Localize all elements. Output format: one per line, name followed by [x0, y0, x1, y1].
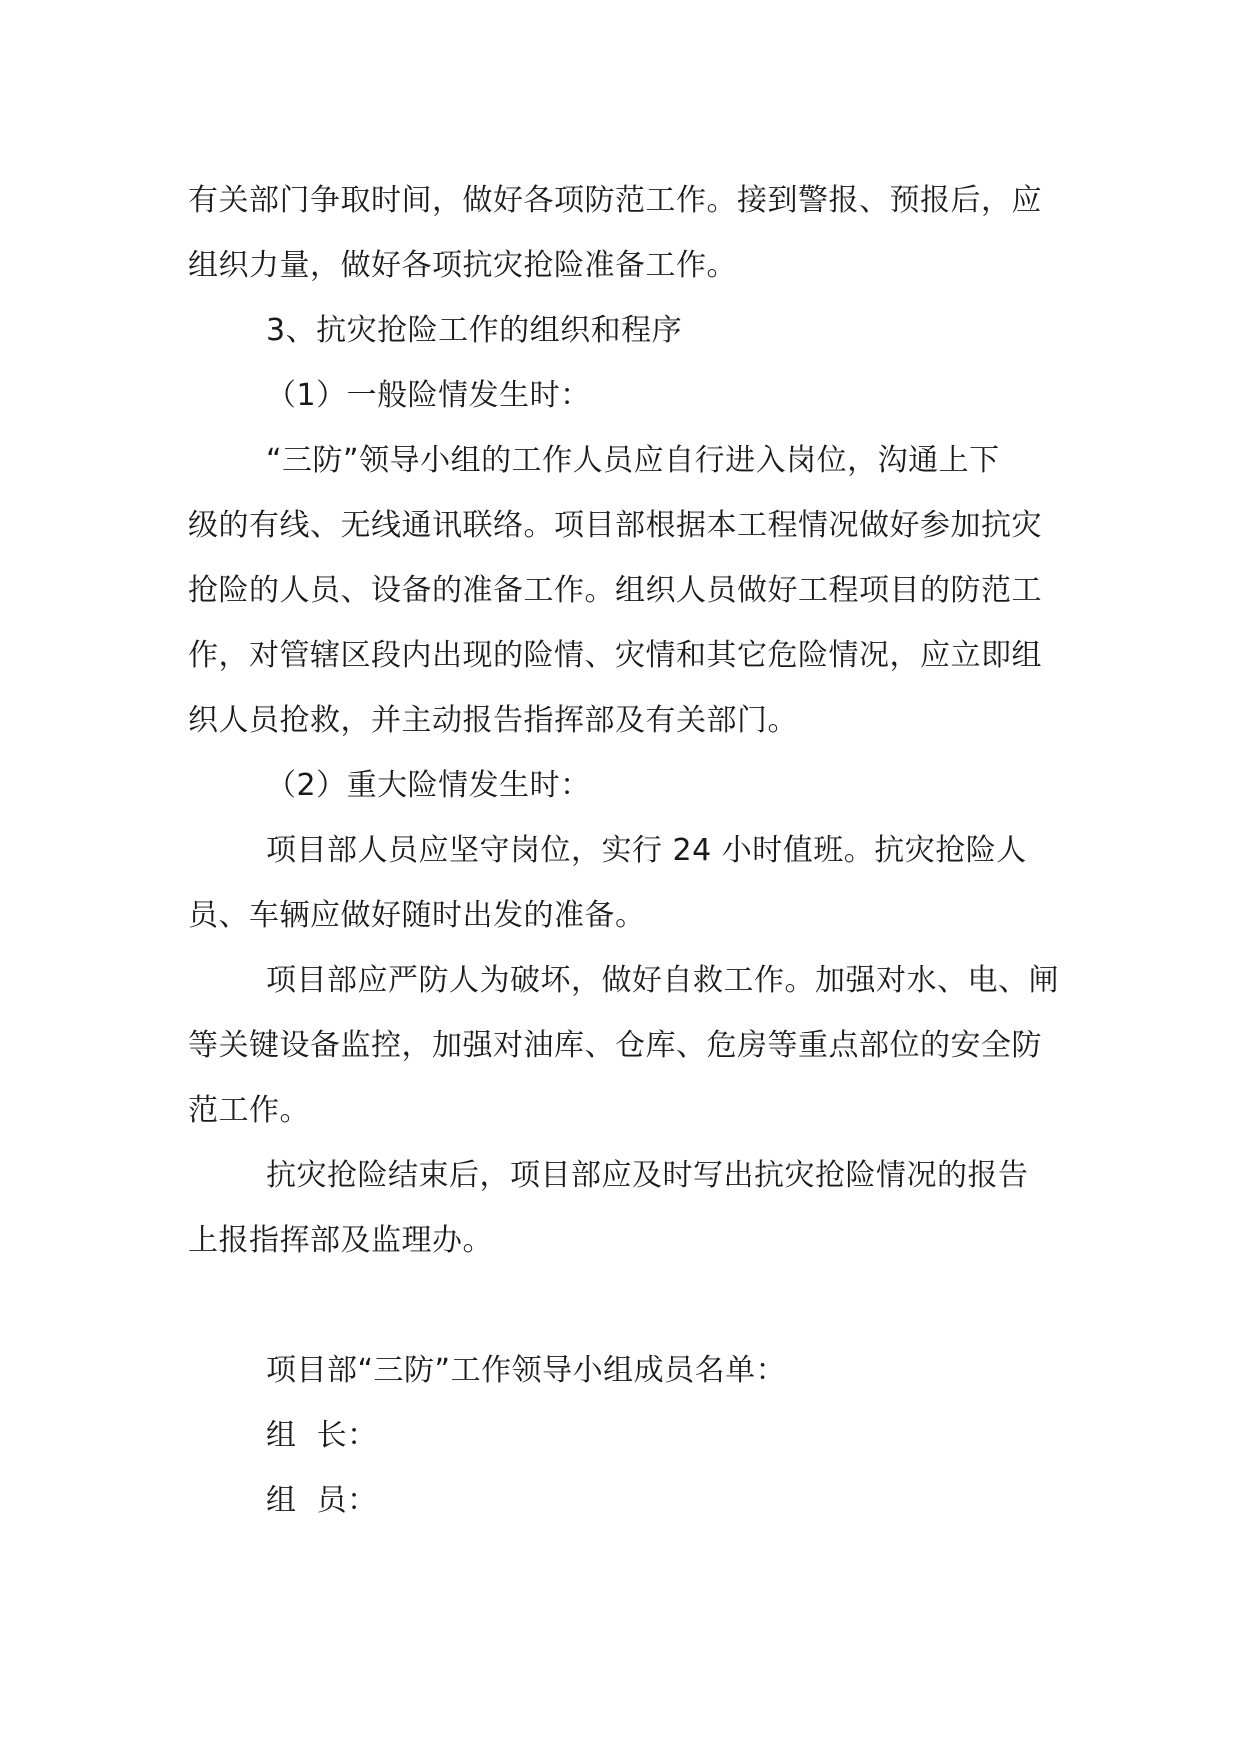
subsection-heading: [188, 363, 1058, 428]
text-line: 作，对管辖区段内出现的险情、灾情和其它危险情况，应立即组: [188, 638, 1042, 673]
text-line: 项目部人员应坚守岗位，实行 24 小时值班。抗灾抢险人: [266, 833, 1027, 868]
text-line: 组织力量，做好各项抗灾抢险准备工作。: [188, 248, 737, 283]
roster-leader-label: 组 长：: [266, 1418, 378, 1453]
blank-line: [188, 1273, 1058, 1338]
roster-title: 项目部“三防”工作领导小组成员名单：: [266, 1353, 787, 1388]
paragraph: [188, 168, 1058, 298]
text-line: 有关部门争取时间，做好各项防范工作。接到警报、预报后，应: [188, 183, 1042, 218]
text-line: 3、抗灾抢险工作的组织和程序: [266, 313, 683, 348]
paragraph: [188, 818, 1058, 948]
paragraph: [188, 948, 1058, 1143]
document-body: [188, 168, 1058, 1533]
text-line: 织人员抢救，并主动报告指挥部及有关部门。: [188, 703, 798, 738]
text-line: 上报指挥部及监理办。: [188, 1223, 493, 1258]
roster: [188, 1338, 1058, 1533]
text-line: （2）重大险情发生时：: [266, 768, 591, 803]
text-line: “三防”领导小组的工作人员应自行进入岗位，沟通上下: [266, 443, 1000, 478]
text-line: 等关键设备监控，加强对油库、仓库、危房等重点部位的安全防: [188, 1028, 1042, 1063]
text-line: 抗灾抢险结束后，项目部应及时写出抗灾抢险情况的报告: [266, 1158, 1029, 1193]
roster-member-label: 组 员：: [266, 1483, 378, 1518]
text-line: （1）一般险情发生时：: [266, 378, 591, 413]
subsection-heading: [188, 753, 1058, 818]
text-line: 项目部应严防人为破坏，做好自救工作。加强对水、电、闸: [266, 963, 1059, 998]
section-heading: [188, 298, 1058, 363]
text-line: 抢险的人员、设备的准备工作。组织人员做好工程项目的防范工: [188, 573, 1042, 608]
text-line: 级的有线、无线通讯联络。项目部根据本工程情况做好参加抗灾: [188, 508, 1042, 543]
text-line: 范工作。: [188, 1093, 310, 1128]
paragraph: [188, 1143, 1058, 1273]
paragraph: [188, 428, 1058, 753]
text-line: 员、车辆应做好随时出发的准备。: [188, 898, 646, 933]
